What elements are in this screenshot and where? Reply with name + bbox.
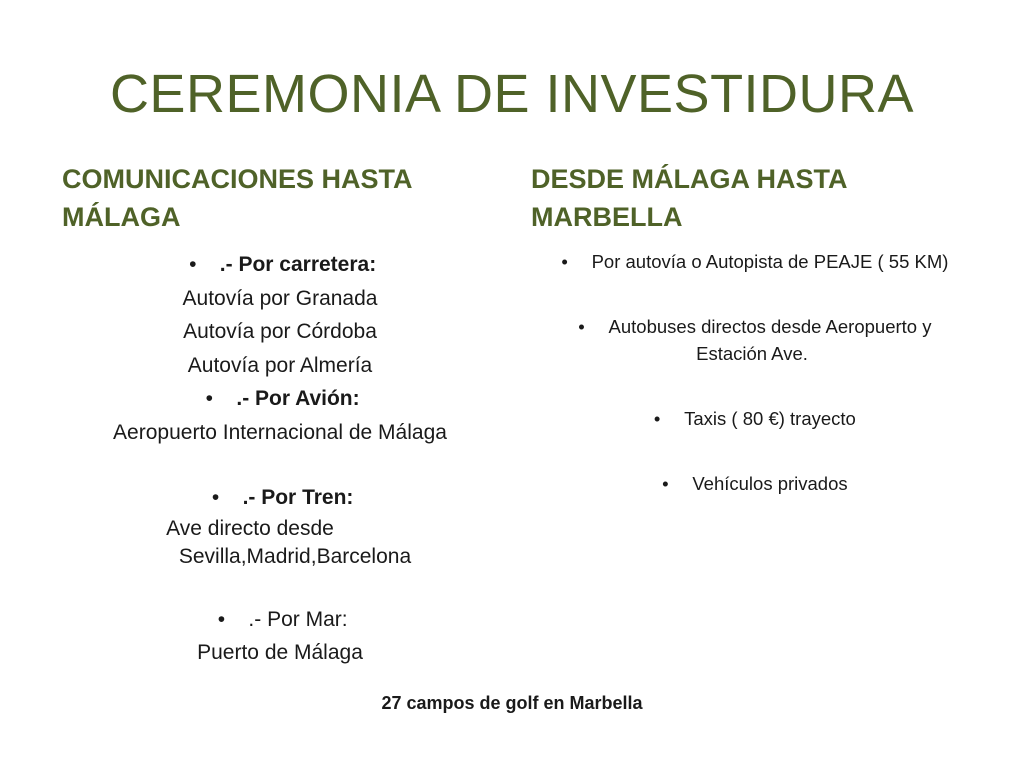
list-item-text: Vehículos privados <box>692 473 848 494</box>
list-subline: Autovía por Almería <box>187 353 373 377</box>
bullet-icon: • <box>561 251 568 272</box>
spacer <box>531 275 973 313</box>
slide-title: CEREMONIA DE INVESTIDURA <box>109 64 915 124</box>
list-item-road <box>62 248 498 282</box>
list-item-train <box>62 481 498 515</box>
list-item-text: Taxis ( 80 €) trayecto <box>684 408 856 429</box>
bullet-icon: • <box>211 486 220 509</box>
list-item <box>531 405 973 432</box>
list-subline: Autovía por Granada <box>182 286 378 310</box>
list-item-text: Estación Ave. <box>696 343 808 364</box>
bullet-icon: • <box>662 473 669 494</box>
section-label: .- Por Avión: <box>236 387 360 410</box>
list-item <box>531 470 973 497</box>
bullet-icon: • <box>205 387 214 410</box>
bullet-icon: • <box>578 316 585 337</box>
section-label: .- Por Tren: <box>242 486 354 509</box>
list-subline: Autovía por Córdoba <box>183 320 377 343</box>
list-subline: Aeropuerto Internacional de Málaga <box>113 420 447 444</box>
list-subline-part: Ave directo desde <box>166 516 334 540</box>
list-subline <box>62 515 498 571</box>
list-item <box>531 313 973 340</box>
footer-note: 27 campos de golf en Marbella <box>381 693 643 713</box>
section-label: .- Por Mar: <box>248 607 348 631</box>
spacer <box>62 571 498 603</box>
list-item-text: Por autovía o Autopista de PEAJE ( 55 KM) <box>591 251 949 272</box>
list-item-text: Autobuses directos desde Aeropuerto y <box>608 316 932 337</box>
list-item-plane <box>62 382 498 416</box>
spacer <box>62 449 498 481</box>
list-subline-part: Sevilla,Madrid,Barcelona <box>178 544 412 568</box>
left-column-list <box>62 248 498 670</box>
left-column-heading: COMUNICACIONES HASTA MÁLAGA <box>62 164 412 232</box>
list-subline: Puerto de Málaga <box>197 641 363 664</box>
bullet-icon: • <box>653 408 661 429</box>
spacer <box>531 432 973 470</box>
list-item <box>531 248 973 275</box>
bullet-icon: • <box>217 607 226 631</box>
section-label: .- Por carretera: <box>219 253 377 276</box>
right-column-heading: DESDE MÁLAGA HASTA MARBELLA <box>531 164 847 232</box>
bullet-icon: • <box>189 253 197 276</box>
spacer <box>531 367 973 405</box>
right-column-list <box>531 248 973 497</box>
list-item-sea <box>62 603 498 637</box>
